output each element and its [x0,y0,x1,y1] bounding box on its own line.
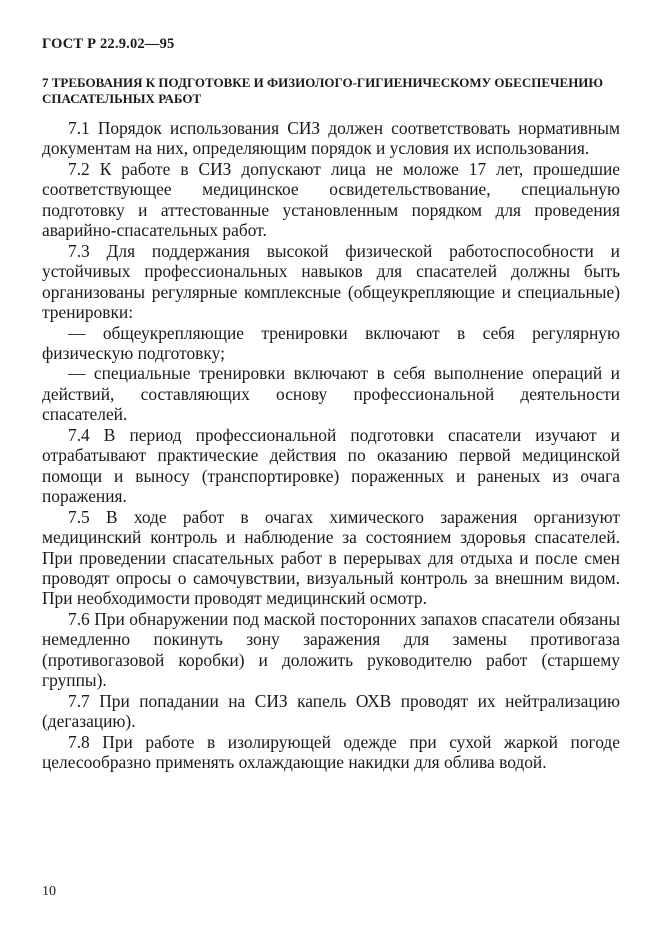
paragraph-7-8: 7.8 При работе в изолирующей одежде при сухой жаркой погоде целесообразно применять охлаждающие накидки для облива водой. [42,731,620,773]
paragraph-7-6: 7.6 При обнаружении под маской посторонних запахов спасатели обязаны немедленно покинуть зону заражения для замены противогаза (противогазовой коробки) и доложить руководителю работ (старшему группы). [42,608,620,691]
paragraph-7-1: 7.1 Порядок использования СИЗ должен соответствовать нормативным документам на них, определяющим порядок и условия их использования. [42,118,620,159]
paragraph-7-3: 7.3 Для поддержания высокой физической работоспособности и устойчивых профессиональных навыков для спасателей должны быть организованы регулярные комплексные (общеукрепляющие и специальные) тренировки: [42,240,620,323]
paragraph-7-2: 7.2 К работе в СИЗ допускают лица не моложе 17 лет, прошедшие соответствующее медицинское освидетельствование, специальную подготовку и аттестованные установленным порядком для проведения аварийно-спасательных работ. [42,158,620,241]
paragraph-7-7: 7.7 При попадании на СИЗ капель ОХВ проводят их нейтрализацию (дегазацию). [42,690,620,732]
paragraph-7-4: 7.4 В период профессиональной подготовки спасатели изучают и отрабатывают практические действия по оказанию первой медицинской помощи и выносу (транспортировке) пораженных и раненых из очага поражения. [42,424,620,507]
page-number: 10 [42,884,56,899]
section-body [42,118,620,773]
section-title: 7 ТРЕБОВАНИЯ К ПОДГОТОВКЕ И ФИЗИОЛОГО-ГИГИЕНИЧЕСКОМУ ОБЕСПЕЧЕНИЮ СПАСАТЕЛЬНЫХ РАБОТ [42,75,604,106]
list-item-special-training: — специальные тренировки включают в себя выполнение операций и действий, составляющих основу профессиональной деятельности спасателей. [42,363,620,425]
document-header: ГОСТ Р 22.9.02—95 [42,36,175,52]
list-item-general-training: — общеукрепляющие тренировки включают в себя регулярную физическую подготовку; [42,322,620,363]
paragraph-7-5: 7.5 В ходе работ в очагах химического заражения организуют медицинский контроль и наблюдение за состоянием здоровья спасателей. При проведении спасательных работ в перерывах для отдыха и после смен проводят опросы о самочувствии, визуальный контроль за внешним видом. При необходимости проводят медицинский осмотр. [42,506,620,609]
